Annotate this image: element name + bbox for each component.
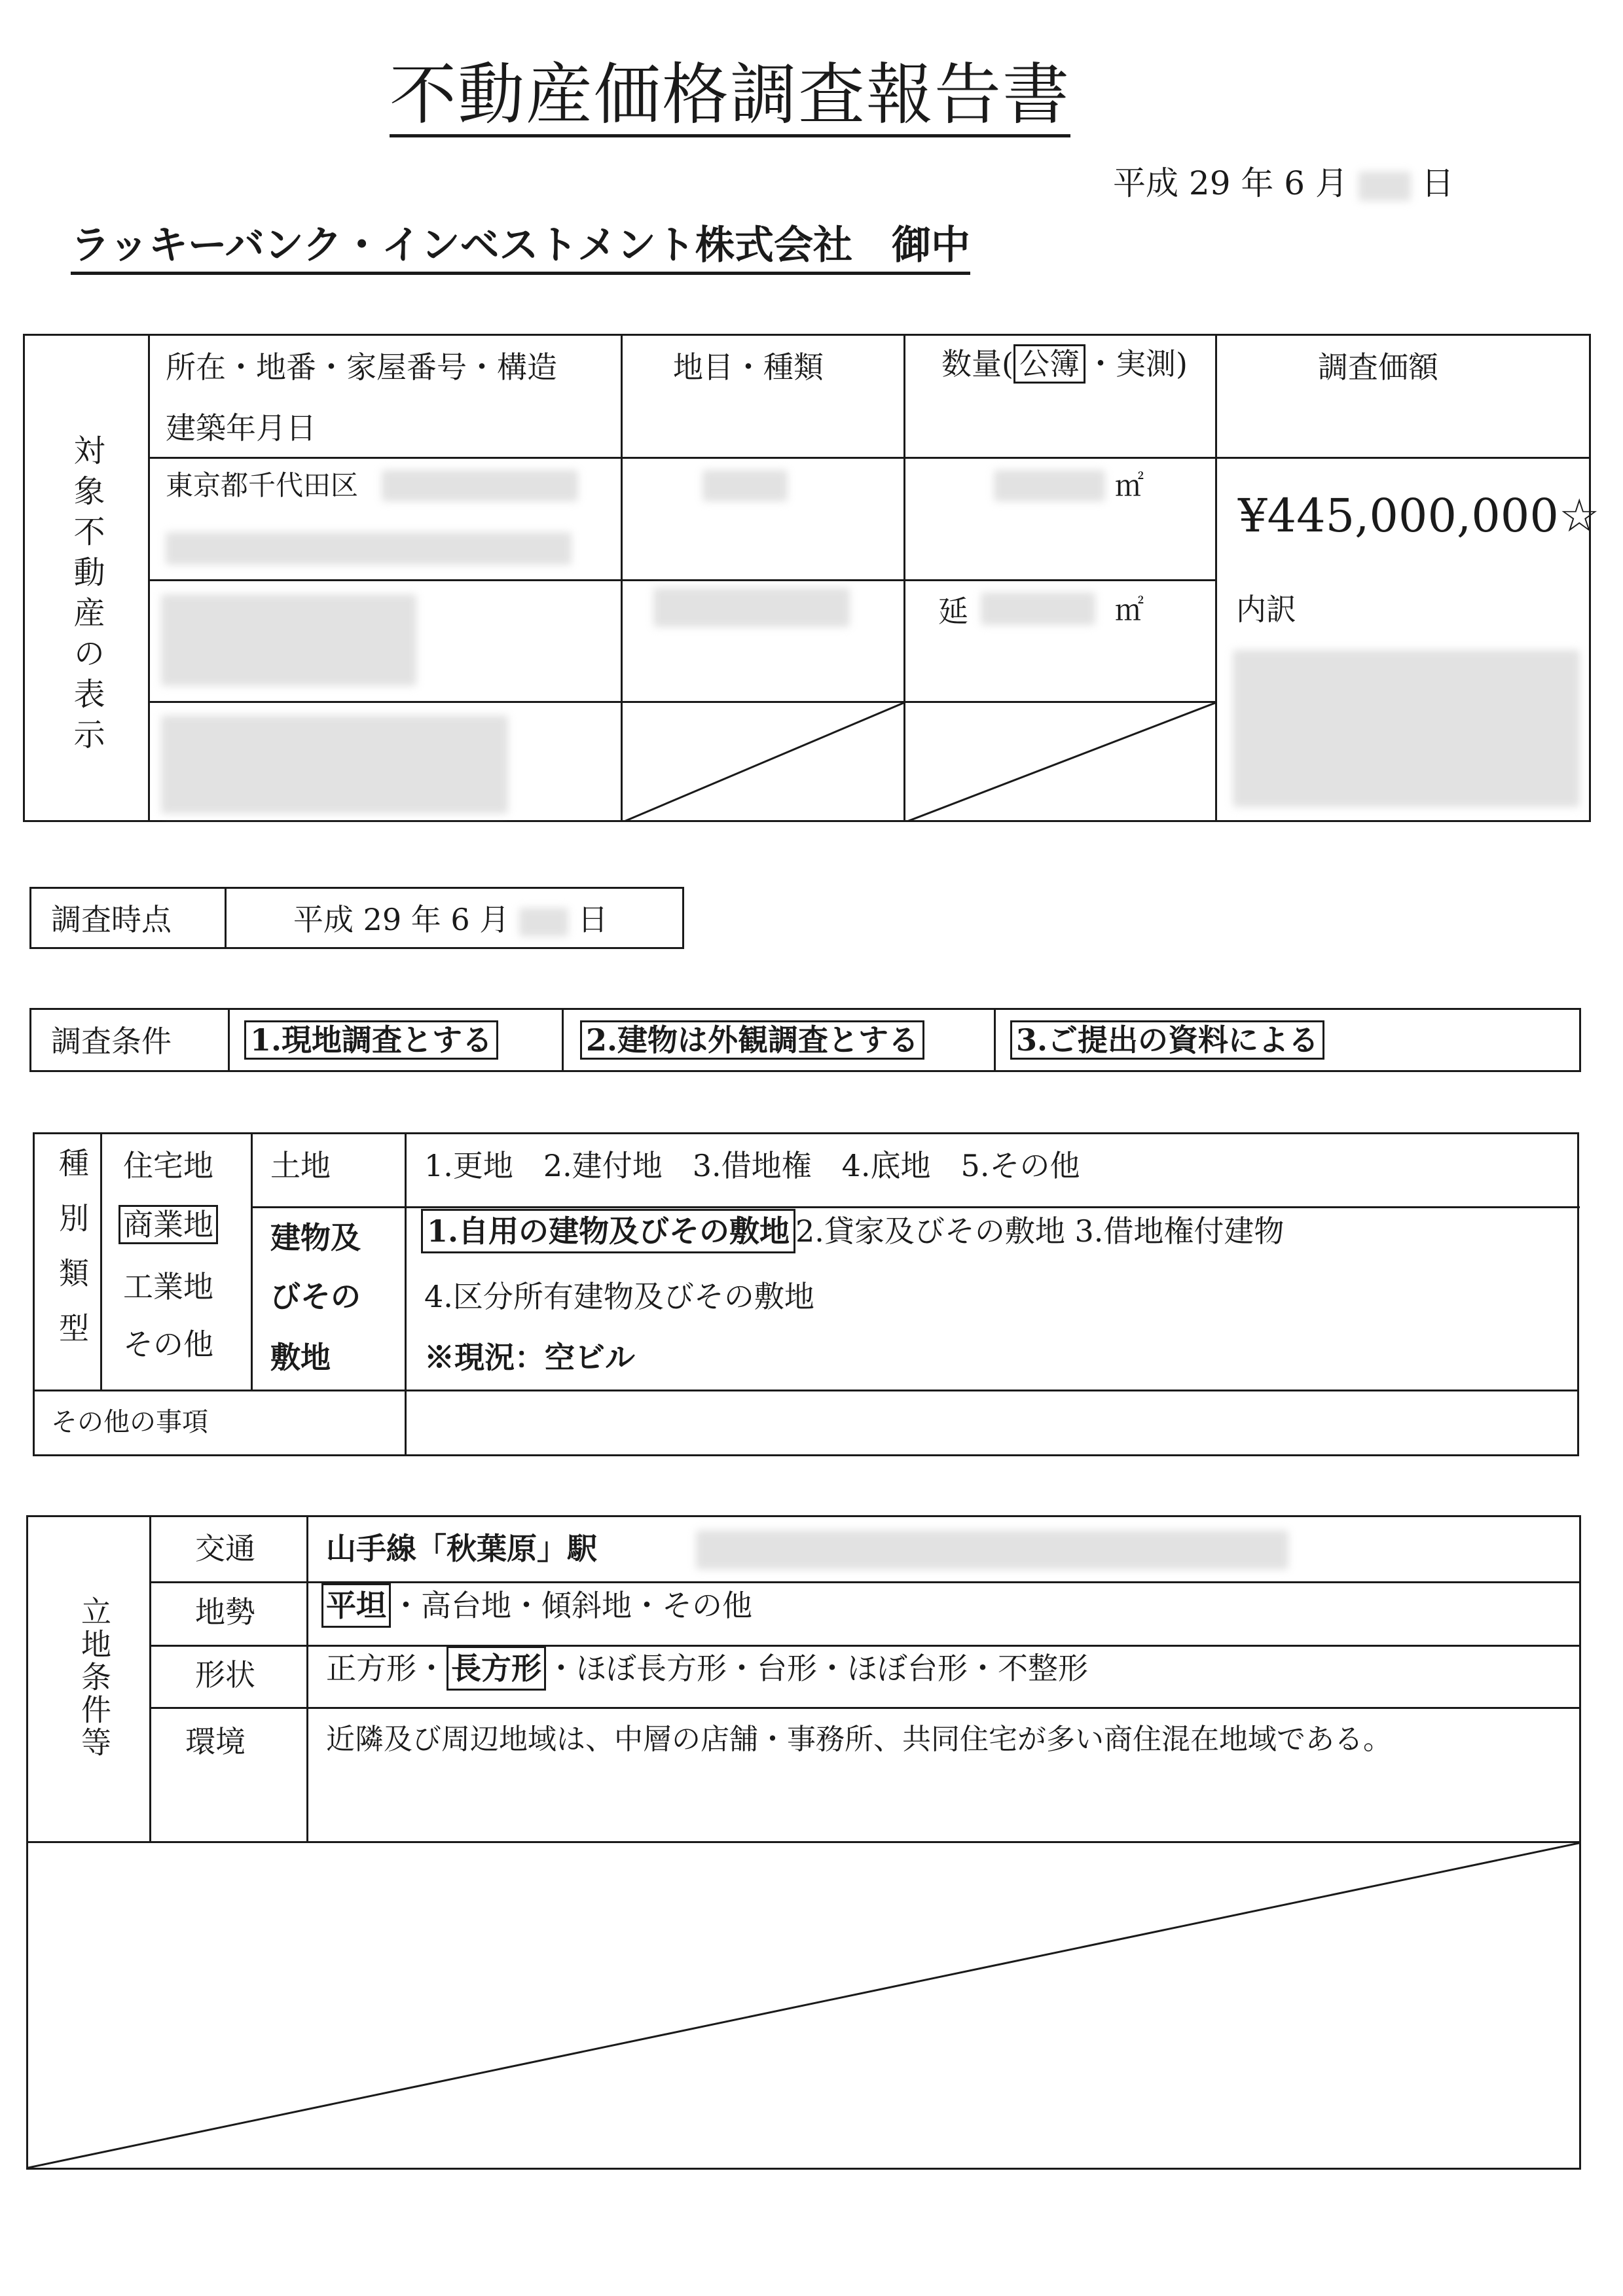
report-date	[1113, 164, 1454, 202]
address-prefix: 東京都千代田区	[166, 469, 359, 501]
conditions-box	[29, 1008, 1581, 1072]
land-options: 1.更地 2.建付地 3.借地権 4.底地 5.その他	[424, 1148, 1080, 1183]
type-table	[33, 1132, 1579, 1456]
property-side-label: 対象不動産の表示	[68, 434, 105, 759]
document-title: 不動産価格調査報告書	[390, 62, 1070, 137]
report-date-suffix: 日	[1421, 164, 1454, 202]
header-quantity	[941, 346, 1188, 382]
header-location: 所在・地番・家屋番号・構造	[166, 350, 557, 385]
type-side-label: 種別類型	[54, 1147, 90, 1367]
kind-industrial: 工業地	[123, 1269, 213, 1304]
building-label-2: びその	[270, 1279, 361, 1314]
current-status: ※現況：空ビル	[424, 1340, 635, 1375]
empty-cell-diagonal	[905, 703, 1215, 822]
location-side-label: 立地条件等	[77, 1596, 112, 1759]
quantity-prefix: 数量(	[941, 346, 1013, 382]
redacted-breakdown	[1233, 650, 1580, 807]
quantity-boxed: 公簿	[1013, 344, 1085, 384]
shape-rest: ・ほぼ長方形・台形・ほぼ台形・不整形	[546, 1651, 1088, 1686]
kind-residential: 住宅地	[123, 1148, 213, 1183]
redacted-address-2	[166, 532, 572, 565]
redacted-house-2	[161, 715, 508, 814]
redacted-house-1	[161, 594, 416, 686]
unit-sqm-1: ㎡	[1115, 469, 1144, 503]
redacted-survey-day	[519, 908, 568, 937]
shape-selected: 長方形	[447, 1646, 546, 1691]
environment-label: 環境	[185, 1724, 246, 1759]
redacted-day	[1359, 171, 1411, 201]
survey-date-box	[29, 887, 684, 949]
building-options-line	[421, 1213, 1285, 1249]
location-table	[26, 1515, 1581, 2170]
terrain-label: 地勢	[195, 1594, 255, 1630]
transport-label: 交通	[195, 1531, 255, 1566]
shape-prefix: 正方形・	[326, 1651, 447, 1686]
redacted-transport	[696, 1530, 1288, 1570]
shape-label: 形状	[195, 1657, 255, 1693]
floor-prefix: 延	[938, 594, 968, 629]
terrain-rest: ・高台地・傾斜地・その他	[391, 1588, 752, 1623]
redacted-area-2	[981, 592, 1095, 625]
redacted-category-2	[653, 588, 850, 627]
survey-date-suffix: 日	[577, 902, 608, 937]
condition-1: 1.現地調査とする	[244, 1020, 498, 1060]
kind-other: その他	[123, 1327, 213, 1362]
property-table	[23, 334, 1600, 822]
condition-2: 2.建物は外観調査とする	[580, 1020, 924, 1060]
building-option-4: 4.区分所有建物及びその敷地	[424, 1279, 814, 1314]
shape-options	[326, 1651, 1088, 1686]
empty-area-diagonal	[28, 1843, 1579, 2168]
redacted-address-1	[382, 470, 578, 501]
building-option-selected: 1.自用の建物及びその敷地	[421, 1209, 795, 1253]
header-build-date: 建築年月日	[166, 410, 316, 446]
terrain-options	[321, 1590, 752, 1621]
land-label: 土地	[270, 1148, 331, 1183]
survey-date-label: 調査時点	[51, 902, 172, 937]
addressee: ラッキーバンク・インベストメント株式会社 御中	[71, 226, 970, 275]
building-option-rest: 2.貸家及びその敷地 3.借地権付建物	[795, 1213, 1285, 1249]
report-date-prefix: 平成 29 年 6 月	[1113, 164, 1349, 202]
survey-date-prefix: 平成 29 年 6 月	[293, 902, 510, 937]
empty-cell-diagonal	[623, 703, 903, 822]
terrain-selected: 平坦	[321, 1583, 391, 1628]
header-category: 地目・種類	[673, 350, 824, 385]
quantity-suffix: ・実測)	[1085, 346, 1188, 382]
unit-sqm-2: ㎡	[1115, 594, 1144, 627]
redacted-category-1	[702, 470, 788, 501]
building-label-1: 建物及	[270, 1220, 361, 1255]
price-value: ¥445,000,000☆	[1238, 489, 1600, 543]
survey-date-value	[293, 902, 608, 937]
environment-value: 近隣及び周辺地域は、中層の店舗・事務所、共同住宅が多い商住混在地域である。	[326, 1723, 1392, 1756]
transport-value: 山手線「秋葉原」駅	[326, 1531, 597, 1566]
kind-commercial: 商業地	[119, 1205, 218, 1244]
other-matters-label: その他の事項	[51, 1407, 208, 1437]
condition-3: 3.ご提出の資料による	[1010, 1020, 1324, 1060]
header-price: 調査価額	[1318, 350, 1438, 385]
building-label-3: 敷地	[270, 1340, 331, 1375]
redacted-area-1	[994, 470, 1105, 501]
conditions-label: 調査条件	[51, 1024, 172, 1059]
breakdown-label: 内訳	[1236, 592, 1296, 627]
